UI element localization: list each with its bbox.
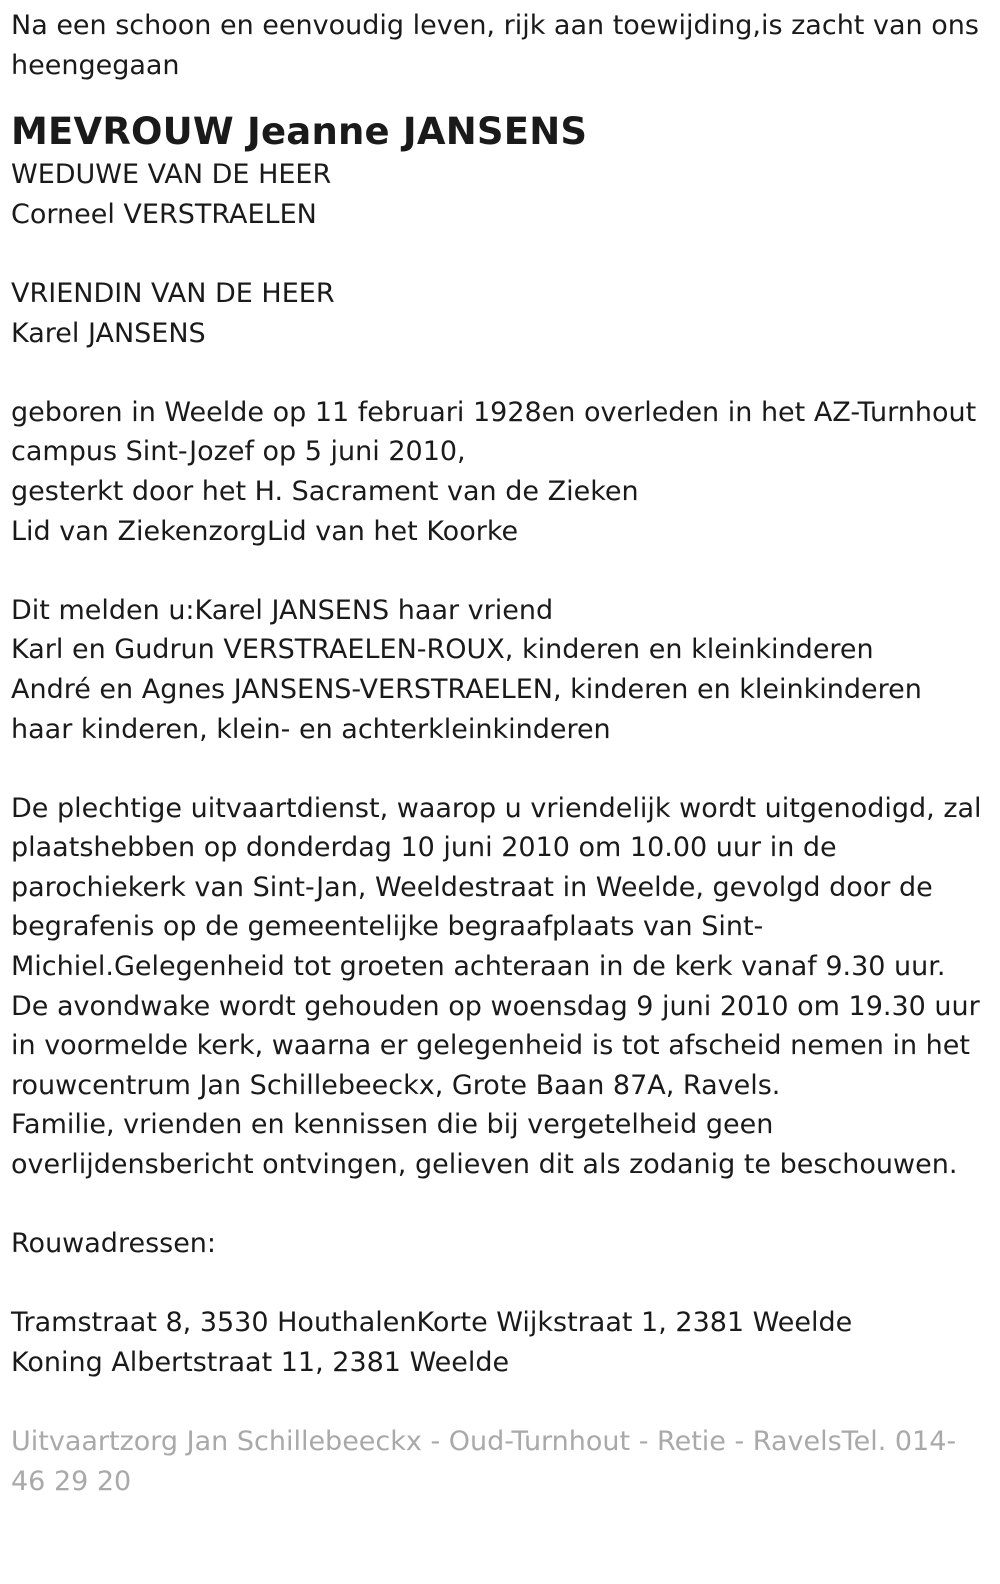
funeral-service-text: De plechtige uitvaartdienst, waarop u vriendelijk wordt uitgenodigd, zal plaatshebben op donderdag 10 juni 2010 om 10.00 uur in de parochiekerk van Sint-Jan, Weeldestraat in Weelde, gevolgd door de begrafenis op de gemeentelijke begraafplaats van Sint-Michiel.Gelegenheid tot groeten achteraan in de kerk vanaf 9.30 uur. — [11, 792, 982, 983]
address-line: Tramstraat 8, 3530 HouthalenKorte Wijkstraat 1, 2381 Weelde — [11, 1307, 853, 1339]
spacer — [11, 749, 986, 789]
wake-text: De avondwake wordt gehouden op woensdag 9 juni 2010 om 19.30 uur in voormelde kerk, waarna er gelegenheid is tot afscheid nemen in het rouwcentrum Jan Schillebeeckx, Grote Baan 87A, Ravels. — [11, 990, 980, 1101]
spacer — [11, 1383, 986, 1423]
spacer — [11, 1264, 986, 1304]
announcer-line: André en Agnes JANSENS-VERSTRAELEN, kinderen en kleinkinderen — [11, 673, 922, 705]
announcer-line: Karl en Gudrun VERSTRAELEN-ROUX, kinderen en kleinkinderen — [11, 634, 874, 666]
deceased-name: MEVROUW Jeanne JANSENS — [11, 110, 588, 154]
membership-text: Lid van ZiekenzorgLid van het Koorke — [11, 515, 519, 547]
announcer-line: Dit melden u:Karel JANSENS haar vriend — [11, 594, 554, 626]
sacrament-text: gesterkt door het H. Sacrament van de Zieken — [11, 475, 639, 507]
funeral-home-footer: Uitvaartzorg Jan Schillebeeckx - Oud-Turnhout - Retie - RavelsTel. 014-46 29 20 — [11, 1426, 957, 1497]
spacer — [11, 234, 986, 274]
birth-death-text: geboren in Weelde op 11 februari 1928en overleden in het AZ-Turnhout campus Sint-Jozef op 5 juni 2010, — [11, 396, 977, 468]
spouse-relation: WEDUWE VAN DE HEER — [11, 159, 332, 191]
friend-relation: VRIENDIN VAN DE HEER — [11, 277, 335, 309]
spacer — [11, 1185, 986, 1225]
spouse-name: Corneel VERSTRAELEN — [11, 198, 317, 230]
obituary-notice — [11, 6, 986, 1501]
friend-name: Karel JANSENS — [11, 317, 206, 349]
announcer-line: haar kinderen, klein- en achterkleinkinderen — [11, 713, 611, 745]
spacer — [11, 551, 986, 591]
intro-text: Na een schoon en eenvoudig leven, rijk aan toewijding,is zacht van ons heengegaan — [11, 10, 979, 81]
spacer — [11, 353, 986, 393]
addresses-label: Rouwadressen: — [11, 1228, 217, 1260]
address-line: Koning Albertstraat 11, 2381 Weelde — [11, 1347, 510, 1378]
notice-text: Familie, vrienden en kennissen die bij vergetelheid geen overlijdensbericht ontvingen, gelieven dit als zodanig te beschouwen. — [11, 1109, 958, 1181]
announcers-list — [11, 591, 986, 749]
